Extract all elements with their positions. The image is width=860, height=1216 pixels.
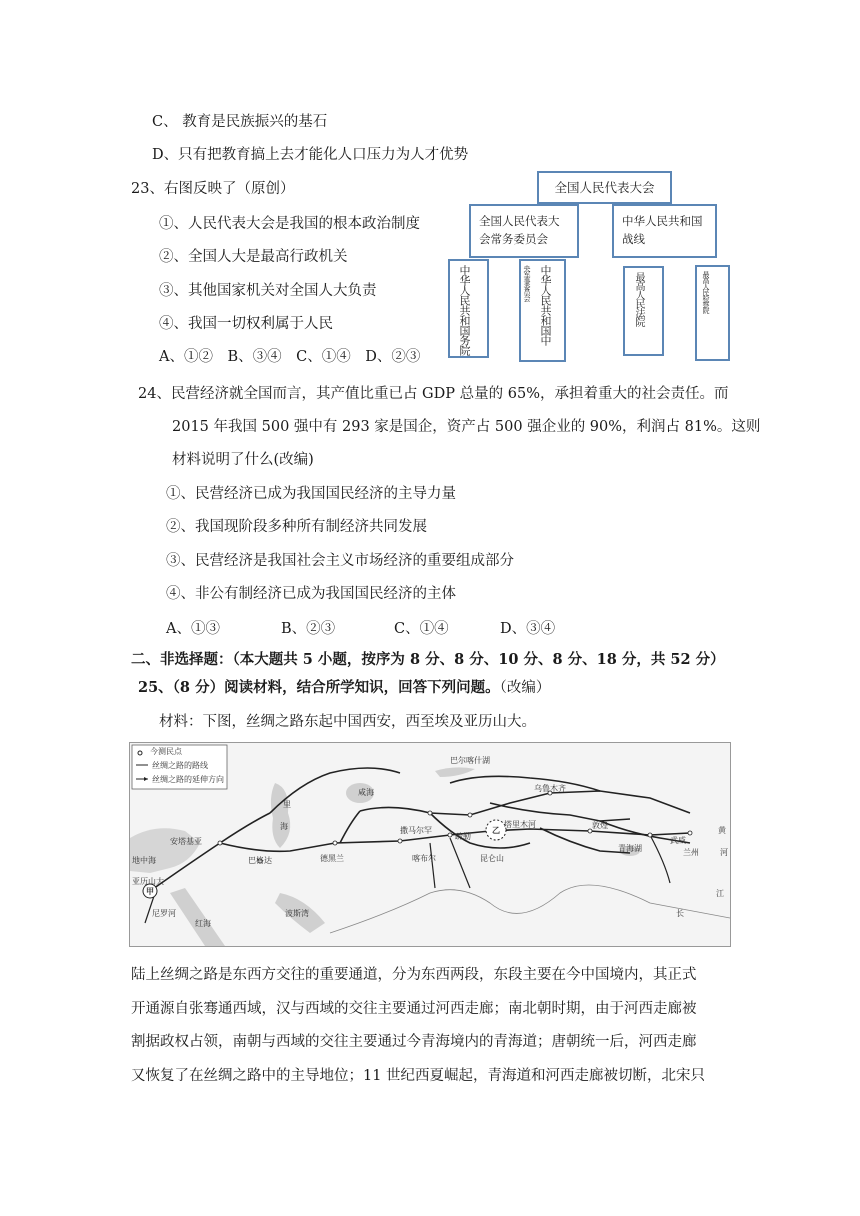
q24-option-3: ③、民营经济是我国社会主义市场经济的重要组成部分 — [166, 553, 514, 569]
map-label-kashgar: 疏勒 — [455, 832, 471, 841]
org-chart-military-commission-label-b: 央军事委员会 — [523, 265, 531, 301]
q24-option-4: ④、非公有制经济已成为我国国民经济的主体 — [166, 586, 456, 602]
map-label-qinghai-lake: 青海湖 — [618, 844, 642, 853]
org-chart-cppcc-label: 中华人民共和国战线 — [622, 214, 703, 246]
q24-choice-d: D、③④ — [500, 621, 556, 637]
q25-material-intro: 材料：下图，丝绸之路东起中国西安，西至埃及亚历山大。 — [159, 714, 536, 730]
q22-option-d: D、只有把教育搞上去才能化人口压力为人才优势 — [152, 147, 469, 163]
silk-road-map — [129, 742, 731, 947]
map-marker-jia: 甲 — [146, 887, 154, 896]
q24-stem-line-1: 24、民营经济就全国而言，其产值比重已占 GDP 总量的 65%，承担着重大的社会责任。而 — [138, 386, 729, 402]
map-legend-3: 丝绸之路的延伸方向 — [152, 775, 224, 784]
org-chart-npc-box — [537, 171, 672, 204]
q22-option-c: C、 教育是民族振兴的基石 — [152, 114, 328, 130]
map-label-nile: 尼罗河 — [152, 909, 176, 918]
q23-option-2: ②、全国人大是最高行政机关 — [159, 249, 348, 265]
map-label-alexandria: 亚历山大 — [132, 877, 164, 886]
map-label-balkhash: 巴尔喀什湖 — [450, 756, 490, 765]
map-label-changjiang-1: 长 — [676, 909, 684, 918]
map-label-huanghe-1: 黄 — [718, 826, 726, 835]
q24-stem-line-3: 材料说明了什么(改编) — [172, 452, 314, 468]
q24-option-1: ①、民营经济已成为我国国民经济的主导力量 — [166, 486, 456, 502]
q24-choice-a: A、①③ — [166, 621, 220, 637]
q23-choices: A、①② B、③④ C、①④ D、②③ — [159, 349, 421, 365]
q25-stem — [138, 678, 550, 698]
q25-stem-tail: （改编） — [499, 680, 551, 696]
map-label-persian-gulf: 波斯湾 — [285, 909, 309, 918]
passage-line-1: 陆上丝绸之路是东西方交往的重要通道，分为东西两段，东段主要在今中国境内，其正式 — [131, 967, 697, 983]
map-label-caspian-1: 里 — [283, 800, 291, 809]
q24-stem-line-2: 2015 年我国 500 强中有 293 家是国企，资产占 500 强企业的 90%，利润占 81%。这则 — [172, 419, 761, 435]
org-chart-supreme-court-box — [623, 266, 664, 356]
map-label-changjiang-2: 江 — [716, 889, 724, 898]
passage-line-4: 又恢复了在丝绸之路中的主导地位；11 世纪西夏崛起，青海道和河西走廊被切断，北宋只 — [131, 1068, 706, 1084]
map-label-antakya: 安塔基亚 — [170, 837, 202, 846]
map-label-lanzhou: 兰州 — [683, 848, 699, 857]
org-chart-procuratorate-label: 最高人民检察院 — [702, 271, 710, 313]
map-label-tehran: 德黑兰 — [320, 854, 344, 863]
q24-choice-b: B、②③ — [281, 621, 336, 637]
map-label-mediterranean: 地中海 — [132, 856, 156, 865]
q23-option-1: ①、人民代表大会是我国的根本政治制度 — [159, 216, 420, 232]
q24-option-2: ②、我国现阶段多种所有制经济共同发展 — [166, 519, 427, 535]
org-chart-military-commission-box — [519, 259, 566, 362]
org-chart-state-council-box — [448, 259, 489, 358]
q25-stem-bold: 25、（8 分）阅读材料，结合所学知识，回答下列问题。 — [138, 679, 500, 696]
passage-line-2: 开通源自张骞通西域，汉与西域的交往主要通过河西走廊；南北朝时期，由于河西走廊被 — [131, 1001, 697, 1017]
map-label-kabul: 喀布尔 — [412, 854, 436, 863]
map-legend-1: 今测民点 — [150, 747, 182, 756]
map-label-wuwei: 武威 — [670, 836, 686, 845]
org-chart-standing-committee-label: 全国人民代表大会常务委员会 — [479, 214, 560, 246]
map-label-baghdad: 巴格达 — [248, 856, 272, 865]
q24-choice-c: C、①④ — [394, 621, 449, 637]
map-label-huanghe-2: 河 — [720, 848, 728, 857]
passage-line-3: 割据政权占领，南朝与西域的交往主要通过今青海境内的青海道；唐朝统一后，河西走廊 — [131, 1034, 697, 1050]
q23-option-4: ④、我国一切权利属于人民 — [159, 316, 333, 332]
org-chart-npc-label: 全国人民代表大会 — [554, 180, 655, 195]
map-label-tarim: 塔里木河 — [504, 820, 536, 829]
section-two-heading: 二、非选择题：（本大题共 5 小题，按序为 8 分、8 分、10 分、8 分、18 分，共 52 分） — [131, 651, 725, 668]
map-marker-yi: 乙 — [492, 826, 500, 835]
org-chart-procuratorate-box — [695, 265, 730, 361]
q23-option-3: ③、其他国家机关对全国人大负责 — [159, 283, 377, 299]
org-chart-cppcc-box — [612, 204, 717, 258]
org-chart-state-council-label: 中华人民共和国务院 — [458, 265, 471, 355]
map-label-caspian-2: 海 — [280, 822, 288, 831]
map-legend-2: 丝绸之路的路线 — [152, 761, 208, 770]
map-label-samarkand: 撒马尔罕 — [400, 826, 432, 835]
org-chart-supreme-court-label: 最高人民法院 — [633, 272, 644, 326]
map-label-red-sea: 红海 — [195, 919, 211, 928]
org-chart-standing-committee-box — [469, 204, 579, 258]
map-label-kunlun: 昆仑山 — [480, 854, 504, 863]
map-label-dunhuang: 敦煌 — [592, 821, 608, 830]
map-label-urumqi: 乌鲁木齐 — [534, 784, 566, 793]
map-label-aral: 咸海 — [358, 788, 374, 797]
org-chart-military-commission-label-a: 中华人民共和国中 — [539, 265, 552, 345]
q23-stem: 23、右图反映了（原创） — [131, 181, 295, 197]
